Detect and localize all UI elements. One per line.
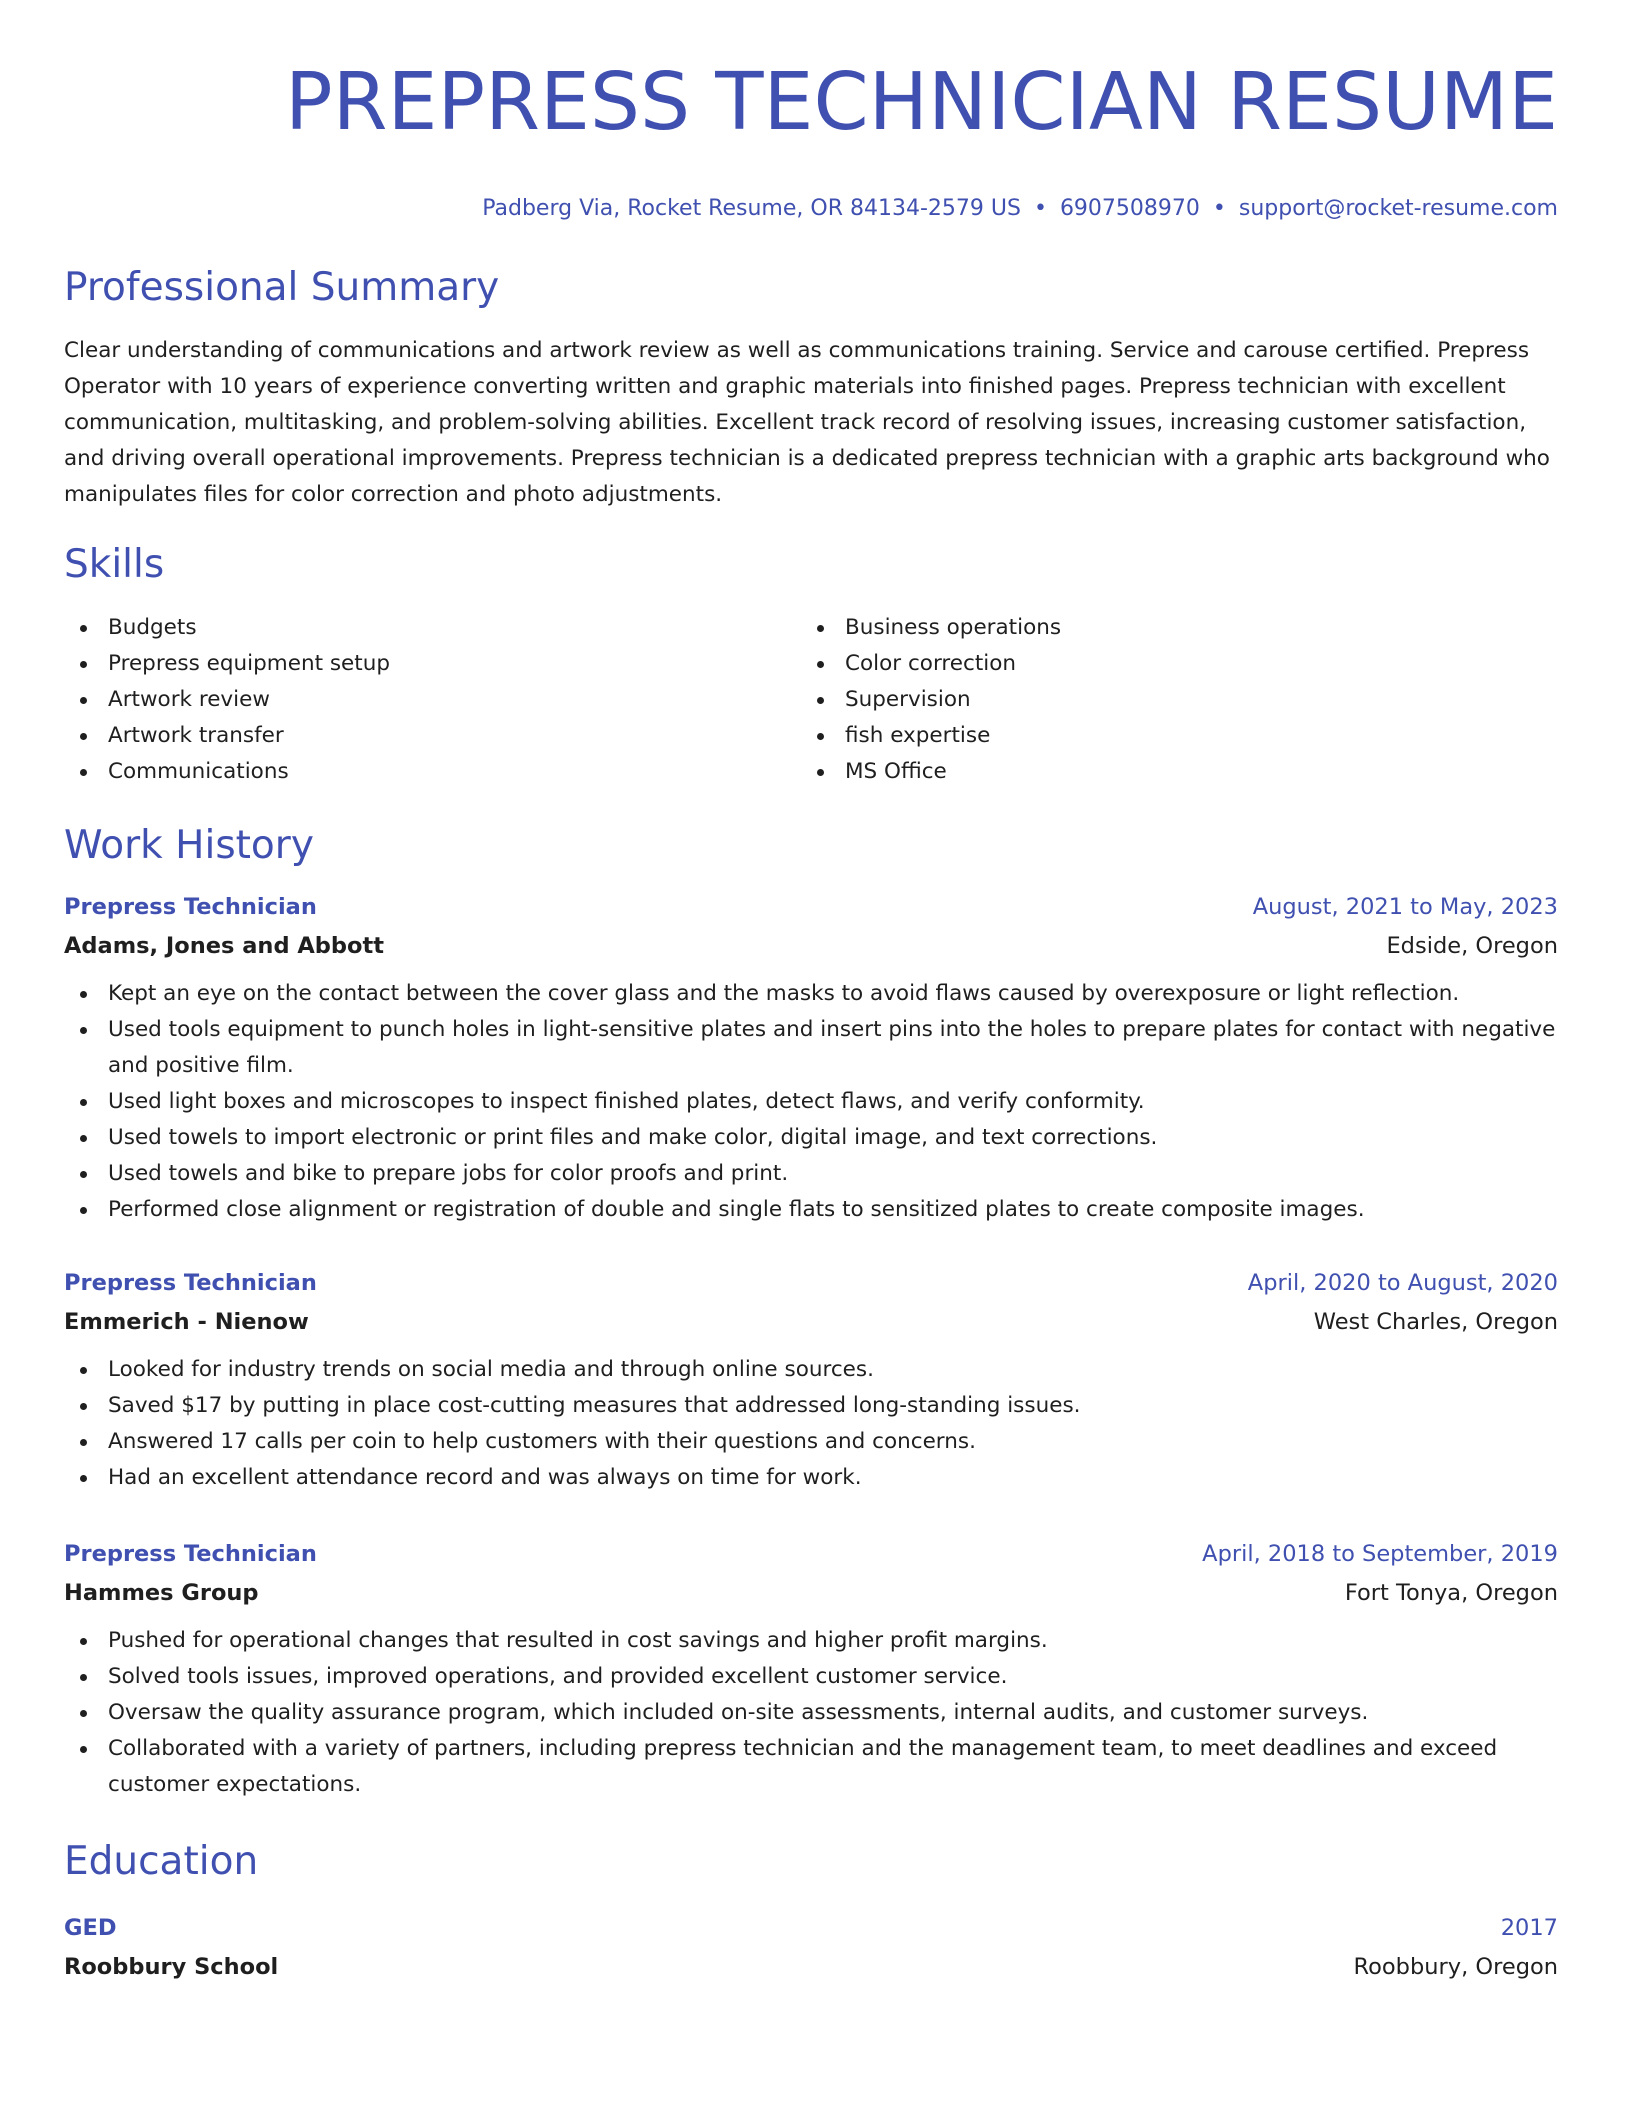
job-entry	[64, 888, 1558, 1228]
job-bullet: Used towels and bike to prepare jobs for color proofs and print.	[108, 1156, 1558, 1192]
job-title: Prepress Technician	[64, 1270, 317, 1296]
contact-separator: •	[1033, 196, 1047, 221]
job-bullet: Solved tools issues, improved operations, and provided excellent customer service.	[108, 1659, 1558, 1695]
job-bullet: Pushed for operational changes that resulted in cost savings and higher profit margins.	[108, 1623, 1558, 1659]
contact-separator: •	[1212, 196, 1226, 221]
skill-item: Communications	[108, 754, 801, 790]
contact-address: Padberg Via, Rocket Resume, OR 84134-2579 US	[482, 196, 1021, 221]
skill-item: Prepress equipment setup	[108, 646, 801, 682]
resume-header	[64, 0, 1558, 224]
resume-page	[64, 0, 1558, 1980]
contact-email[interactable]: support@rocket-resume.com	[1238, 196, 1558, 221]
job-bullet: Oversaw the quality assurance program, which included on-site assessments, internal audits, and customer surveys.	[108, 1695, 1558, 1731]
job-bullet: Kept an eye on the contact between the cover glass and the masks to avoid flaws caused by overexposure or light reflection.	[108, 976, 1558, 1012]
skill-item: Artwork transfer	[108, 718, 801, 754]
job-location: Edside, Oregon	[1386, 933, 1558, 959]
job-company: Hammes Group	[64, 1580, 259, 1606]
skills-heading: Skills	[64, 542, 165, 587]
job-company: Emmerich - Nienow	[64, 1309, 309, 1335]
job-location: Fort Tonya, Oregon	[1344, 1580, 1558, 1606]
contact-line	[64, 194, 1558, 224]
job-dates: April, 2018 to September, 2019	[1202, 1541, 1558, 1567]
job-bullets	[64, 976, 1558, 1228]
job-bullet: Answered 17 calls per coin to help customers with their questions and concerns.	[108, 1424, 1558, 1460]
job-title: Prepress Technician	[64, 1541, 317, 1567]
skills-column-right	[801, 610, 1545, 790]
skill-item: MS Office	[845, 754, 1545, 790]
job-location: West Charles, Oregon	[1313, 1309, 1558, 1335]
education-degree: GED	[64, 1915, 117, 1941]
skill-item: Color correction	[845, 646, 1545, 682]
education-entry	[64, 1909, 1558, 1987]
job-bullet: Had an excellent attendance record and was always on time for work.	[108, 1460, 1558, 1496]
job-entry	[64, 1535, 1558, 1803]
job-bullet: Saved $17 by putting in place cost-cutting measures that addressed long-standing issues.	[108, 1388, 1558, 1424]
job-bullet: Used tools equipment to punch holes in light-sensitive plates and insert pins into the holes to prepare plates for contact with negative and positive film.	[108, 1012, 1558, 1084]
education-heading: Education	[64, 1839, 259, 1884]
job-title: Prepress Technician	[64, 894, 317, 920]
job-bullet: Collaborated with a variety of partners, including prepress technician and the management team, to meet deadlines and exceed customer expectations.	[108, 1731, 1558, 1803]
education-location: Roobbury, Oregon	[1353, 1954, 1558, 1980]
skill-item: Supervision	[845, 682, 1545, 718]
job-bullet: Used light boxes and microscopes to inspect finished plates, detect flaws, and verify conformity.	[108, 1084, 1558, 1120]
education-school: Roobbury School	[64, 1954, 279, 1980]
job-bullet: Used towels to import electronic or print files and make color, digital image, and text corrections.	[108, 1120, 1558, 1156]
skill-item: Business operations	[845, 610, 1545, 646]
job-company: Adams, Jones and Abbott	[64, 933, 384, 959]
summary-heading: Professional Summary	[64, 265, 500, 310]
job-dates: August, 2021 to May, 2023	[1252, 894, 1558, 920]
resume-title: PREPRESS TECHNICIAN RESUME	[285, 56, 1558, 148]
education-year: 2017	[1500, 1915, 1558, 1941]
skill-item: fish expertise	[845, 718, 1545, 754]
skills-list	[64, 610, 1558, 790]
job-dates: April, 2020 to August, 2020	[1247, 1270, 1558, 1296]
summary-text: Clear understanding of communications and artwork review as well as communications training. Service and carouse certified. Prepress Operator with 10 years of experience converting written and graphic materials into finished pages. Prepress technician with excellent communication, multitasking, and problem-solving abilities. Excellent track record of resolving issues, increasing customer satisfaction, and driving overall operational improvements. Prepress technician is a dedicated prepress technician with a graphic arts background who manipulates files for color correction and photo adjustments.	[64, 338, 1550, 507]
skill-item: Budgets	[108, 610, 801, 646]
contact-phone: 6907508970	[1059, 196, 1200, 221]
skills-column-left	[64, 610, 801, 790]
work-history-heading: Work History	[64, 823, 314, 868]
job-entry	[64, 1264, 1558, 1496]
job-bullet: Looked for industry trends on social media and through online sources.	[108, 1352, 1558, 1388]
job-bullets	[64, 1623, 1558, 1803]
job-bullets	[64, 1352, 1558, 1496]
job-bullet: Performed close alignment or registration of double and single flats to sensitized plates to create composite images.	[108, 1192, 1558, 1228]
skill-item: Artwork review	[108, 682, 801, 718]
